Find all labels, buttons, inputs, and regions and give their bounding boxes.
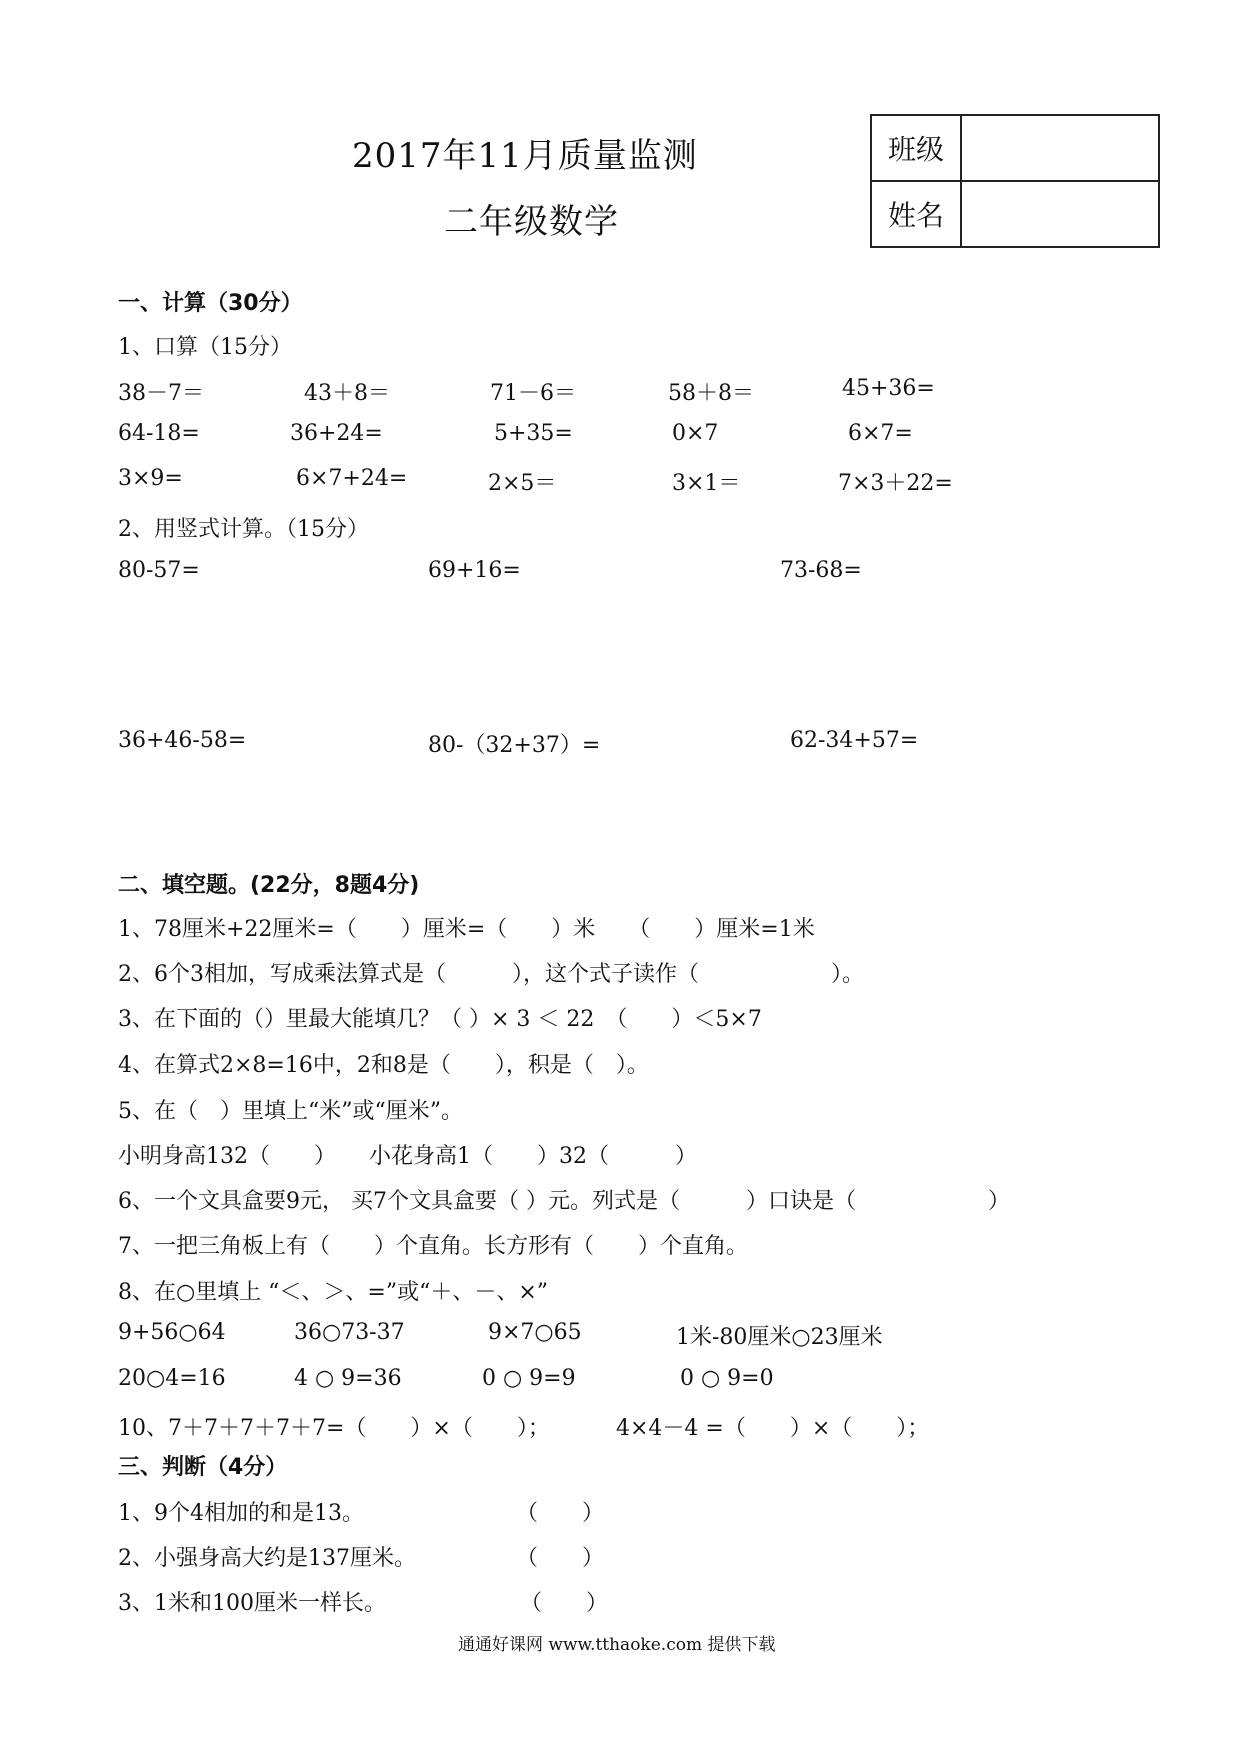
compare-item: 0 ○ 9=9 <box>482 1366 576 1391</box>
fill-question: 2、6个3相加，写成乘法算式是（ ），这个式子读作（ ）。 <box>118 962 864 987</box>
name-label: 姓名 <box>871 181 961 247</box>
fill-question: 3、在下面的（）里最大能填几？（ ）× 3 ＜ 22 （ ）＜5×7 <box>118 1007 762 1032</box>
student-info-table <box>870 114 1160 248</box>
problem: 3×9= <box>118 466 183 491</box>
problem: 7×3＋22= <box>838 471 953 496</box>
problem: 36+46-58= <box>118 728 247 753</box>
problem: 5+35= <box>494 421 573 446</box>
name-field[interactable] <box>961 181 1159 247</box>
problem: 2×5＝ <box>488 471 557 496</box>
q10-part1: 10、7＋7＋7＋7＋7=（ ）×（ ）； <box>118 1416 550 1441</box>
q10-part2: 4×4－4 =（ ）×（ ）； <box>616 1416 930 1441</box>
fill-question: 4、在算式2×8=16中，2和8是（ ），积是（ ）。 <box>118 1053 649 1078</box>
compare-item: 1米-80厘米○23厘米 <box>676 1325 883 1350</box>
problem: 0×7 <box>672 421 719 446</box>
problem: 73-68= <box>780 558 862 583</box>
compare-item: 9×7○65 <box>488 1320 582 1345</box>
q2-title: 2、用竖式计算。（15分） <box>118 517 369 542</box>
compare-item: 0 ○ 9=0 <box>680 1366 774 1391</box>
class-field[interactable] <box>961 115 1159 181</box>
footer-text: 通通好课网 www.tthaoke.com 提供下载 <box>458 1635 776 1655</box>
section3-heading: 三、判断（4分） <box>118 1455 288 1480</box>
judge-question: 1、9个4相加的和是13。 <box>118 1501 364 1526</box>
exam-subtitle: 二年级数学 <box>444 202 619 242</box>
problem: 69+16= <box>428 558 521 583</box>
fill-question: 6、一个文具盒要9元， 买7个文具盒要（ ）元。列式是（ ）口诀是（ ） <box>118 1189 1010 1214</box>
judge-answer-blank[interactable]: （ ） <box>516 1501 605 1526</box>
fill-question: 7、一把三角板上有（ ）个直角。长方形有（ ）个直角。 <box>118 1234 748 1259</box>
fill-question: 小明身高132（ ） 小花身高1（ ）32（ ） <box>118 1144 697 1169</box>
problem: 71－6＝ <box>490 381 576 406</box>
exam-title: 2017年11月质量监测 <box>352 136 698 176</box>
problem: 45+36= <box>842 376 935 401</box>
judge-answer-blank[interactable]: （ ） <box>520 1591 609 1616</box>
section1-heading: 一、计算（30分） <box>118 291 303 316</box>
problem: 6×7+24= <box>296 466 408 491</box>
problem: 6×7= <box>848 421 913 446</box>
judge-answer-blank[interactable]: （ ） <box>516 1546 605 1571</box>
fill-question: 1、78厘米+22厘米=（ ）厘米=（ ）米 （ ）厘米=1米 <box>118 917 815 942</box>
compare-item: 9+56○64 <box>118 1320 226 1345</box>
problem: 80-（32+37）= <box>428 733 601 758</box>
fill-question: 8、在○里填上 “＜、＞、=”或“＋、－、×” <box>118 1280 549 1305</box>
problem: 36+24= <box>290 421 383 446</box>
problem: 62-34+57= <box>790 728 919 753</box>
problem: 38－7＝ <box>118 381 204 406</box>
section2-heading: 二、填空题。(22分，8题4分) <box>118 873 420 898</box>
compare-item: 4 ○ 9=36 <box>294 1366 402 1391</box>
compare-item: 20○4=16 <box>118 1366 226 1391</box>
problem: 3×1＝ <box>672 471 741 496</box>
problem: 64-18= <box>118 421 200 446</box>
problem: 80-57= <box>118 558 200 583</box>
compare-item: 36○73-37 <box>294 1320 405 1345</box>
judge-question: 2、小强身高大约是137厘米。 <box>118 1546 416 1571</box>
class-label: 班级 <box>871 115 961 181</box>
q1-title: 1、口算（15分） <box>118 335 292 360</box>
judge-question: 3、1米和100厘米一样长。 <box>118 1591 386 1616</box>
problem: 43＋8＝ <box>304 381 390 406</box>
fill-question: 5、在（ ）里填上“米”或“厘米”。 <box>118 1099 463 1124</box>
problem: 58＋8＝ <box>668 381 754 406</box>
